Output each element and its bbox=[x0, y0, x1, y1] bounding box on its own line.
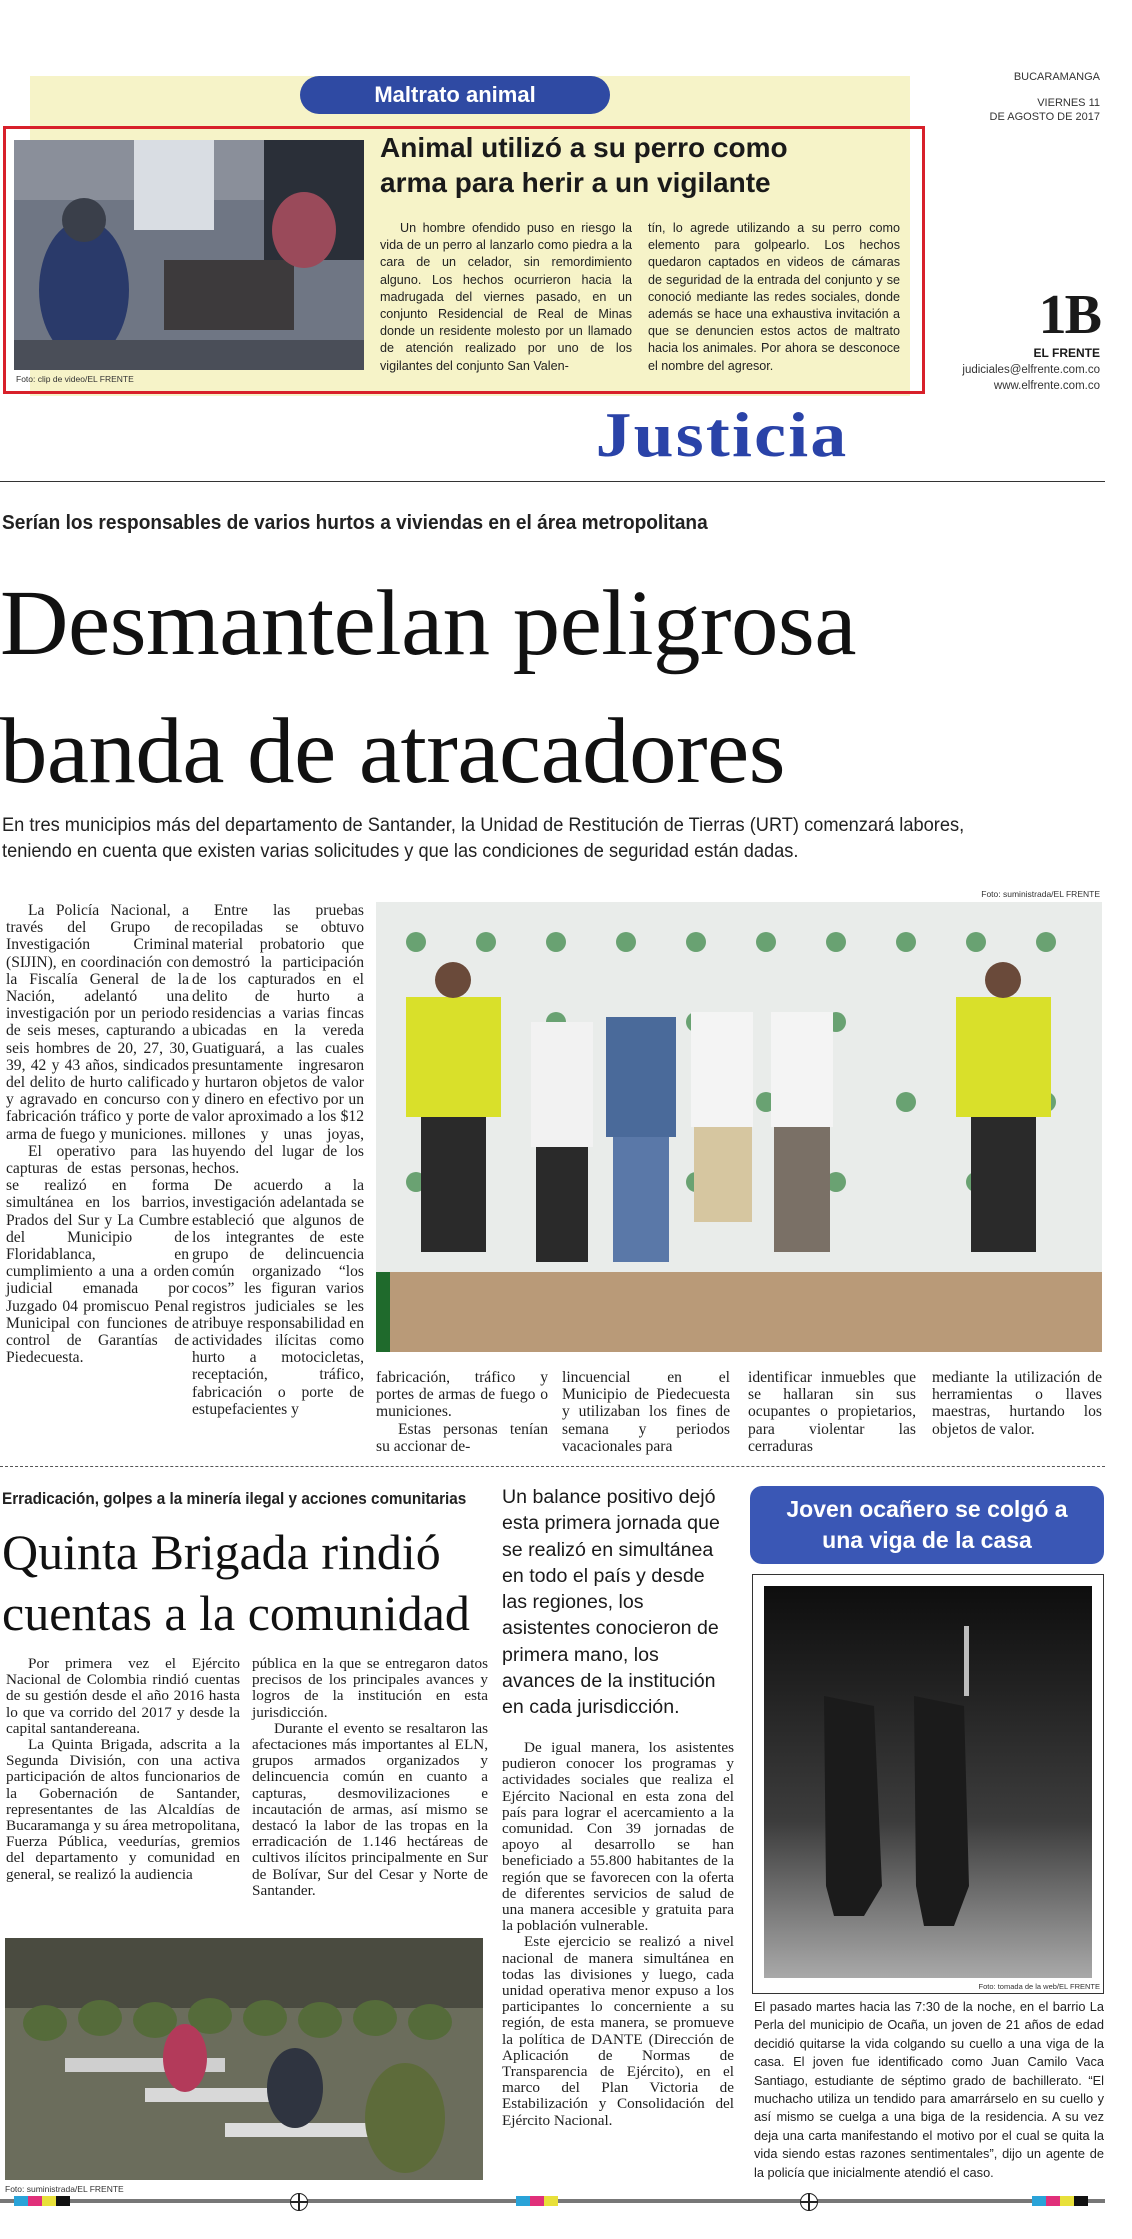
brigada-headline: Quinta Brigada rindió cuentas a la comunidad bbox=[2, 1524, 470, 1641]
ocana-body: El pasado martes hacia las 7:30 de la noche, en el barrio La Perla del municipio de Ocaña, un joven de 21 años de edad decidió quitarse la vida colgando su cuello a una viga de la casa. El joven fue identificado como Juan Camilo Vaca Santiago, estudiante de séptimo grado de bachillerato. “El muchacho utiliza un tendido para amarrárselo en su cuello y así mismo se cuelga a una biga de la residencia. A su vez deja una carta manifestando el motivo por el cual se quita la vida siendo estas razones sentimentales”, dijo un agente de la policía que inicialmente atendió el caso. bbox=[754, 1999, 1104, 2180]
lead-column-5: identificar inmuebles que se hallaran sin sus ocupantes o propietarios, para violentar las cerraduras bbox=[748, 1369, 916, 1455]
section-title-justicia: Justicia bbox=[595, 399, 849, 470]
masthead-date bbox=[985, 70, 1100, 124]
lead-column-1: La Policía Nacional, a través del Grupo de Investigación Criminal (SIJIN), en coordinación con la Fiscalía General de la Nación, adelantó una investigación por un periodo de seis meses, capturando a seis hombres de 20, 27, 30, 39, 42 y 43 años, sindicados del delito de hurto calificado y agravado en concurso con fabricación tráfico y porte de arma de fuego y municiones. El operativo para las capturas de estas personas, se realizó en forma simultánea en los barrios, Prados del Sur y La Cumbre del Municipio de Floridablanca, en cumplimiento a una a orden judicial emanada por Juzgado 04 promiscuo Penal Municipal con funciones de control de Garantías de Piedecuesta. bbox=[6, 902, 189, 1367]
hanging-feet-image bbox=[764, 1586, 1092, 1978]
ocana-photo bbox=[764, 1586, 1092, 1978]
lead-column-3: fabricación, tráfico y portes de armas de fuego o municiones. Estas personas tenían su accionar de- bbox=[376, 1369, 548, 1455]
brief-photo-credit: Foto: clip de video/EL FRENTE bbox=[16, 374, 134, 384]
lead-bottom-rule bbox=[0, 1466, 1105, 1467]
lead-kicker: Serían los responsables de varios hurtos a viviendas en el área metropolitana bbox=[2, 511, 708, 534]
brigada-photo bbox=[5, 1938, 483, 2180]
brief-kicker: Maltrato animal bbox=[300, 76, 610, 114]
brigada-column-2: pública en la que se entregaron datos precisos de los principales avances y logros de la institución en esta jurisdicción. Durante el evento se resaltaron las afectaciones más importantes al ELN, grupos armados organizados y delincuencia común en cuanto a capturas, desmovilizaciones e incautación de armas, así mismo se destacó la labor de las tropas en la erradicación de 1.146 hectáreas de cultivos ilícitos principalmente en Sur de Bolívar, Sur del Cesar y Norte de Santander. bbox=[252, 1655, 488, 1899]
brief-photo bbox=[14, 140, 364, 370]
brigada-column-3: De igual manera, los asistentes pudieron conocer los programas y actividades sociales que realiza el Ejército Nacional en esta zona del país para lograr el acercamiento a la comunidad. Con 39 jornadas de apoyo al desarrollo se han beneficiado a 55.800 habitantes de la región que se favorecen con la oferta de diferentes servicios de salud de una manera accesible y gratuita para la población vulnerable. Este ejercicio se realizó a nivel nacional de manera simultánea en todas las divisiones y luego, cada unidad operativa menor expuso a los participantes lo concerniente a su región, de esta manera, se promueve la política de DANTE (Dirección de Aplicación de Normas de Transparencia de Ejército), en el marco del Plan Victoria de Estabilización y Consolidación del Ejército Nacional. bbox=[502, 1739, 734, 2129]
masthead-date-line: DE AGOSTO DE 2017 bbox=[989, 111, 1100, 123]
brief-column-2: tín, lo agrede utilizando a su perro como elemento para golpearlo. Los hechos quedaron captados en videos de cámaras de seguridad de la entrada del conjunto y se conoció mediante las redes sociales, donde además se hace una exhaustiva invitación a que se denuncien estos actos de maltrato hacia los animales. Por ahora se desconoce el nombre del agresor. bbox=[648, 221, 900, 373]
contact-website[interactable]: www.elfrente.com.co bbox=[993, 380, 1100, 392]
brigada-column-1: Por primera vez el Ejército Nacional de Colombia rindió cuentas de su gestión desde el año 2016 hasta lo que va corrido del 2017 y desde la capital santandereana. La Quinta Brigada, adscrita a la Segunda División, con una activa participación de altos funcionarios de la Gobernación de Santander, representantes de las Alcaldías de Bucaramanga y su área metropolitana, Fuerza Pública, veedurías, gremios del departamento y comunidad en general, se realizó la audiencia bbox=[6, 1655, 240, 1883]
lead-headline: Desmantelan peligrosa banda de atracadores bbox=[0, 572, 856, 803]
lead-column-4: lincuencial en el Municipio de Piedecuesta y utilizaban los fines de semana y periodos vacacionales para bbox=[562, 1369, 730, 1455]
print-registration-bar bbox=[0, 2196, 1105, 2206]
lead-deck: En tres municipios más del departamento de Santander, la Unidad de Restitución de Tierras (URT) comenzará labores, teniendo en cuenta que existen varias solicitudes y que las condiciones de seguridad están dadas. bbox=[2, 814, 965, 862]
lead-column-6: mediante la utilización de herramientas o llaves maestras, hurtando los objetos de valor. bbox=[932, 1369, 1102, 1438]
brief-column-1: Un hombre ofendido puso en riesgo la vida de un perro al lanzarlo como piedra a la cara de un celador, sin remordimiento alguno. Los hechos ocurrieron hacia la madrugada del viernes pasado, en un conjunto Residencial de Real de Minas donde un residente molesto por un llamado de atención realizado por uno de los vigilantes del conjunto San Valen- bbox=[380, 221, 632, 373]
ocana-kicker: Joven ocañero se colgó a una viga de la casa bbox=[750, 1486, 1104, 1564]
brief-headline: Animal utilizó a su perro como arma para herir a un vigilante bbox=[380, 132, 788, 198]
contact-email[interactable]: judiciales@elfrente.com.co bbox=[962, 364, 1100, 376]
section-rule bbox=[0, 481, 1105, 482]
page-number-logo: 1B bbox=[1038, 284, 1100, 346]
registration-mark-icon bbox=[800, 2193, 818, 2211]
brigada-photo-credit: Foto: suministrada/EL FRENTE bbox=[5, 2184, 124, 2194]
ocana-photo-credit: Foto: tomada de la web/EL FRENTE bbox=[978, 1982, 1100, 1991]
brigada-pull-quote: Un balance positivo dejó esta primera jornada que se realizó en simultánea en todo el país y desde las regiones, los asistentes conocieron de primera mano, los avances de la institución en cada jurisdicción. bbox=[502, 1486, 720, 1719]
registration-mark-icon bbox=[290, 2193, 308, 2211]
arrest-lineup-image bbox=[376, 902, 1102, 1352]
brigada-kicker: Erradicación, golpes a la minería ilegal y acciones comunitarias bbox=[2, 1489, 467, 1508]
masthead-city: BUCARAMANGA bbox=[1013, 71, 1100, 83]
lead-photo-credit: Foto: suministrada/EL FRENTE bbox=[981, 889, 1100, 899]
page-label: EL FRENTE bbox=[1033, 346, 1100, 360]
masthead-weekday: VIERNES 11 bbox=[1037, 97, 1100, 109]
lead-photo bbox=[376, 902, 1102, 1352]
security-camera-image bbox=[14, 140, 364, 370]
lead-column-2: Entre las pruebas recopiladas se obtuvo material probatorio que demostró la participación de los capturados en el delito de hurto a residencias a varias fincas ubicadas en la vereda Guatiguará, a las cuales presuntamente ingresaron y hurtaron objetos de valor y dinero en efectivo por un valor aproximado a los $12 millones y unas joyas, huyendo del lugar de los hechos. De acuerdo a la investigación adelantada se estableció que algunos de los integrantes de este grupo de delincuencia común organizado “los cocos” les figuran varios registros judiciales se les atribuye responsabilidad en actividades ilícitas como hurto a motocicletas, receptación, tráfico, fabricación o porte de estupefacientes y bbox=[192, 902, 364, 1418]
audience-image bbox=[5, 1938, 483, 2180]
